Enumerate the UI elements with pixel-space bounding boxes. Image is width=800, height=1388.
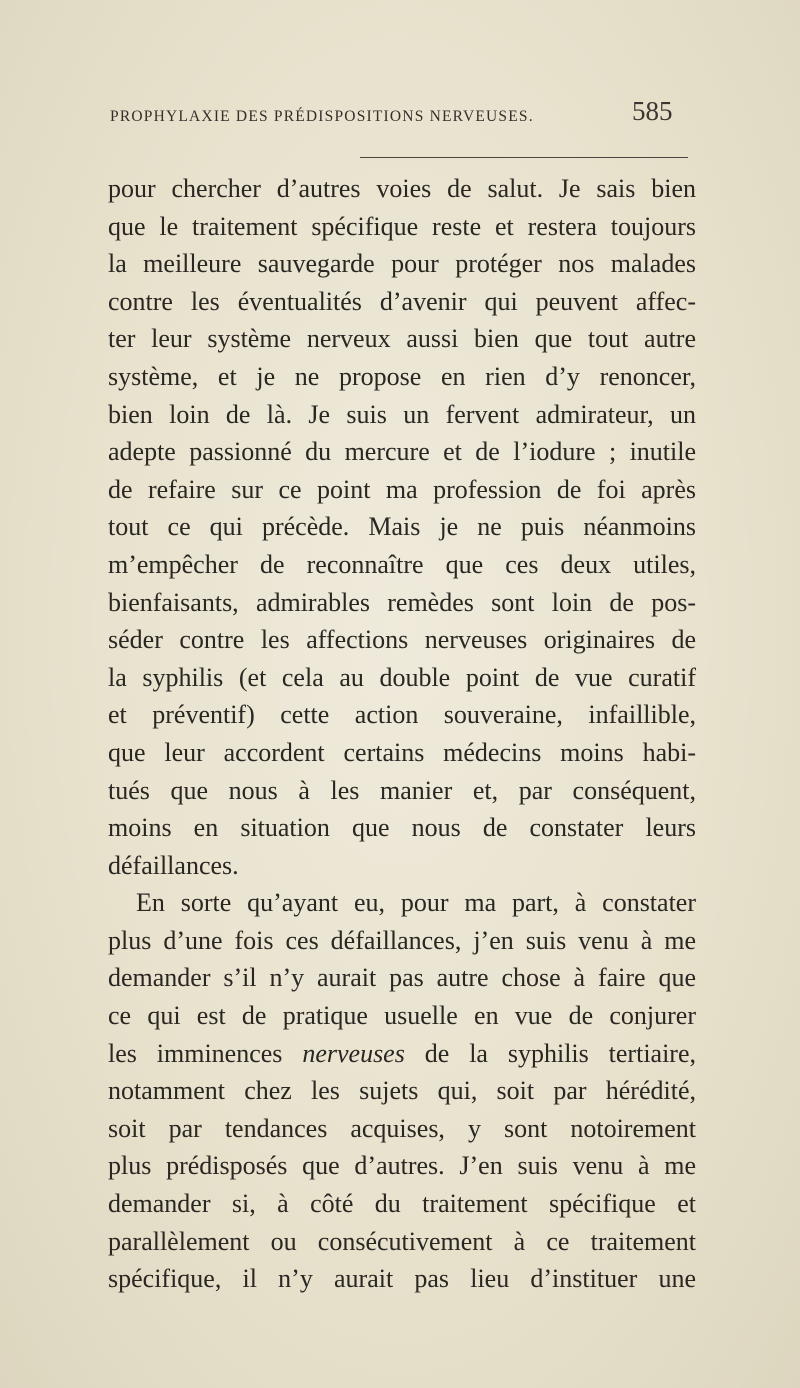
- text-line: que le traitement spécifique reste et restera toujours: [108, 211, 696, 241]
- text-line: moins en situation que nous de constater leurs: [108, 813, 696, 843]
- text-line: de refaire sur ce point ma profession de foi après: [108, 474, 696, 504]
- text-segment: de la syphilis tertiaire,: [424, 1038, 696, 1068]
- text-segment: les imminences: [108, 1038, 283, 1068]
- header-rule: [360, 157, 688, 158]
- text-line: tout ce qui précède. Mais je ne puis néanmoins: [108, 512, 696, 542]
- text-line-with-italic: [108, 1035, 696, 1073]
- text-line: séder contre les affections nerveuses originaires de: [108, 625, 696, 655]
- text-line: plus d’une fois ces défaillances, j’en suis venu à me: [108, 925, 696, 955]
- text-line: la syphilis (et cela au double point de vue curatif: [108, 662, 696, 692]
- text-line: soit par tendances acquises, y sont notoirement: [108, 1113, 696, 1143]
- text-line: plus prédisposés que d’autres. J’en suis venu à me: [108, 1151, 696, 1181]
- text-line: adepte passionné du mercure et de l’iodure ; inutile: [108, 437, 696, 467]
- body-text: [108, 170, 696, 1298]
- paragraph-first-line: En sorte qu’ayant eu, pour ma part, à constater: [136, 888, 696, 918]
- text-line: demander si, à côté du traitement spécifique et: [108, 1189, 696, 1219]
- text-line: demander s’il n’y aurait pas autre chose à faire que: [108, 963, 696, 993]
- page-number: 585: [632, 96, 673, 126]
- text-line: la meilleure sauvegarde pour protéger nos malades: [108, 249, 696, 279]
- text-line: défaillances.: [108, 850, 239, 880]
- text-line: ce qui est de pratique usuelle en vue de conjurer: [108, 1001, 696, 1031]
- text-line: que leur accordent certains médecins moins habi-: [108, 737, 696, 767]
- text-line: spécifique, il n’y aurait pas lieu d’instituer une: [108, 1264, 696, 1294]
- italic-word: nerveuses: [302, 1038, 405, 1068]
- text-line: contre les éventualités d’avenir qui peuvent affec-: [108, 286, 696, 316]
- text-line: système, et je ne propose en rien d’y renoncer,: [108, 361, 696, 391]
- text-line: et préventif) cette action souveraine, infaillible,: [108, 700, 696, 730]
- text-line: m’empêcher de reconnaître que ces deux utiles,: [108, 549, 696, 579]
- text-line: parallèlement ou consécutivement à ce traitement: [108, 1226, 696, 1256]
- text-line: ter leur système nerveux aussi bien que tout autre: [108, 324, 696, 354]
- running-title: PROPHYLAXIE DES PRÉDISPOSITIONS NERVEUSES.: [110, 108, 534, 125]
- text-line: notamment chez les sujets qui, soit par hérédité,: [108, 1076, 696, 1106]
- text-line: bienfaisants, admirables remèdes sont loin de pos-: [108, 587, 696, 617]
- text-line: tués que nous à les manier et, par conséquent,: [108, 775, 696, 805]
- text-line: bien loin de là. Je suis un fervent admirateur, un: [108, 399, 696, 429]
- text-line: pour chercher d’autres voies de salut. Je sais bien: [108, 174, 696, 203]
